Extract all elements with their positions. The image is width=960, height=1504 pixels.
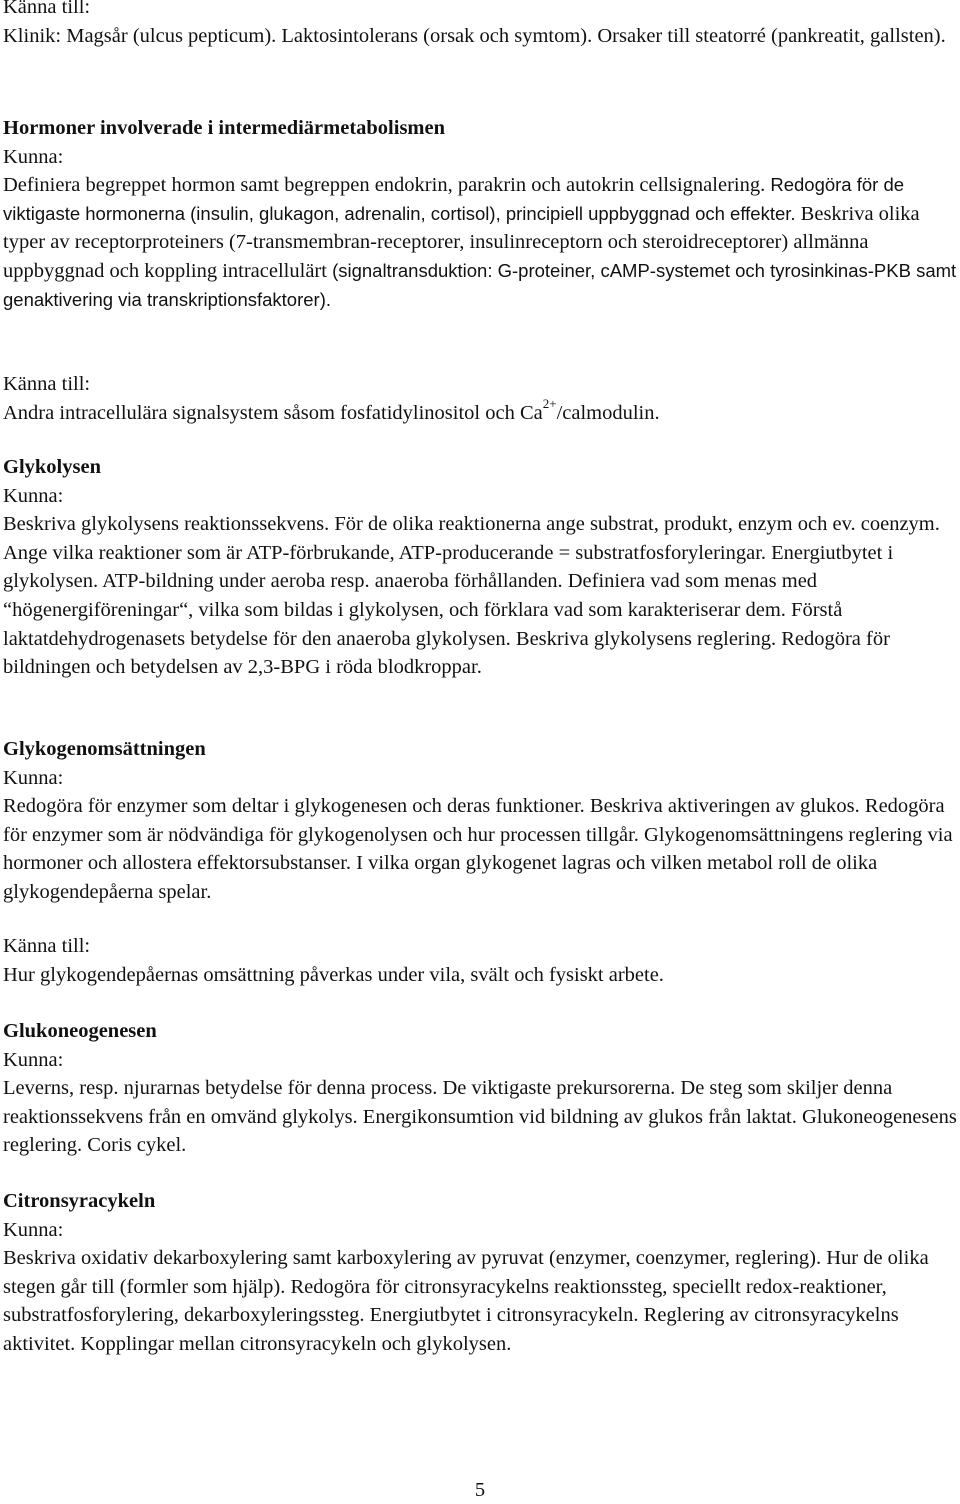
- section-citronsyracykeln: [3, 1187, 958, 1359]
- section-title: Hormoner involverade i intermediärmetabolismen: [3, 117, 446, 139]
- section-hormoner: [3, 114, 958, 314]
- section-text: Beskriva glykolysens reaktionssekvens. För de olika reaktionerna ange substrat, produkt, enzym och ev. coenzym. Ange vilka reaktioner som är ATP-förbrukande, ATP-producerande = substratfosforyleringar. Energiutbytet i glykolysen. ATP-bildning under aeroba resp. anaeroba förhållanden. Definiera vad som menas med “högenergiföreningar“, vilka som bildas i glykolysen, och förklara vad som karakteriserar dem. Förstå laktatdehydrogenasets betydelse för den anaeroba glykolysen. Beskriva glykolysens reglering. Redogöra för bildningen och betydelsen av 2,3-BPG i röda blodkroppar.: [3, 513, 940, 679]
- kunna-label: Kunna:: [3, 484, 64, 507]
- text-run: Andra intracellulära signalsystem såsom fosfatidylinositol och Ca: [3, 401, 543, 424]
- kanna-label: Känna till:: [3, 935, 91, 957]
- page-number: 5: [474, 1479, 486, 1501]
- section-glykolysen: [3, 453, 958, 682]
- section-hormoner-kanna: [3, 370, 958, 427]
- section-glykogen-kanna: [3, 932, 958, 989]
- kanna-label: Känna till:: [3, 373, 91, 395]
- kunna-label: Kunna:: [3, 145, 64, 168]
- superscript: 2+: [542, 395, 557, 411]
- kunna-label: Kunna:: [3, 1218, 64, 1241]
- text-run-sans: Redogöra för de viktigaste hormonerna (insulin, glukagon, adrenalin, cortisol), principiell uppbyggnad och effekter.: [3, 174, 905, 224]
- section-title: Glykogenomsättningen: [3, 738, 206, 760]
- text-run-sans: (signaltransduktion: G-proteiner, cAMP-systemet och tyrosinkinas-PKB samt genaktivering via transkriptionsfaktorer).: [3, 259, 957, 310]
- text-run: Beskriva olika typer av receptorproteiners (7-transmembran-receptorer, insulinreceptorn och steroidreceptorer) allmänna uppbyggnad och koppling intracellulärt: [3, 202, 920, 282]
- section-text: Beskriva oxidativ dekarboxylering samt karboxylering av pyruvat (enzymer, coenzymer, reglering). Hur de olika stegen går till (formler som hjälp). Redogöra för citronsyracykelns reaktionssteg, speciellt redox-reaktioner, substratfosforylering, dekarboxyleringssteg. Energiutbytet i citronsyracykeln. Reglering av citronsyracykelns aktivitet. Kopplingar mellan citronsyracykeln och glykolysen.: [3, 1247, 929, 1355]
- section-glukoneogenesen: [3, 1017, 958, 1160]
- text-run: Definiera begreppet hormon samt begreppen endokrin, parakrin och autokrin cellsignalering.: [3, 174, 766, 197]
- section-title: Citronsyracykeln: [3, 1190, 156, 1212]
- kanna-text: [3, 395, 958, 428]
- kunna-label: Kunna:: [3, 1048, 64, 1071]
- intro-text: Klinik: Magsår (ulcus pepticum). Laktosintolerans (orsak och symtom). Orsaker till steatorré (pankreatit, gallsten).: [3, 24, 946, 47]
- intro-label: Känna till:: [3, 0, 91, 18]
- section-title: Glukoneogenesen: [3, 1020, 157, 1042]
- kunna-label: Kunna:: [3, 766, 64, 789]
- intro-block: [3, 0, 958, 50]
- section-text: [3, 171, 958, 314]
- section-glykogenomsattningen: [3, 735, 958, 907]
- section-text: Leverns, resp. njurarnas betydelse för denna process. De viktigaste prekursorerna. De steg som skiljer denna reaktionssekvens från en omvänd glykolys. Energikonsumtion vid bildning av glukos från laktat. Glukoneogenesens reglering. Coris cykel.: [3, 1077, 957, 1157]
- section-title: Glykolysen: [3, 456, 101, 478]
- text-run: /calmodulin.: [556, 401, 660, 424]
- kanna-text: Hur glykogendepåernas omsättning påverkas under vila, svält och fysiskt arbete.: [3, 963, 664, 986]
- section-text: Redogöra för enzymer som deltar i glykogenesen och deras funktioner. Beskriva aktiveringen av glukos. Redogöra för enzymer som är nödvändiga för glykogenolysen och hur processen tillgår. Glykogenomsättningens reglering via hormoner och allostera effektorsubstanser. I vilka organ glykogenet lagras och vilken metabol roll de olika glykogendepåerna spelar.: [3, 795, 953, 903]
